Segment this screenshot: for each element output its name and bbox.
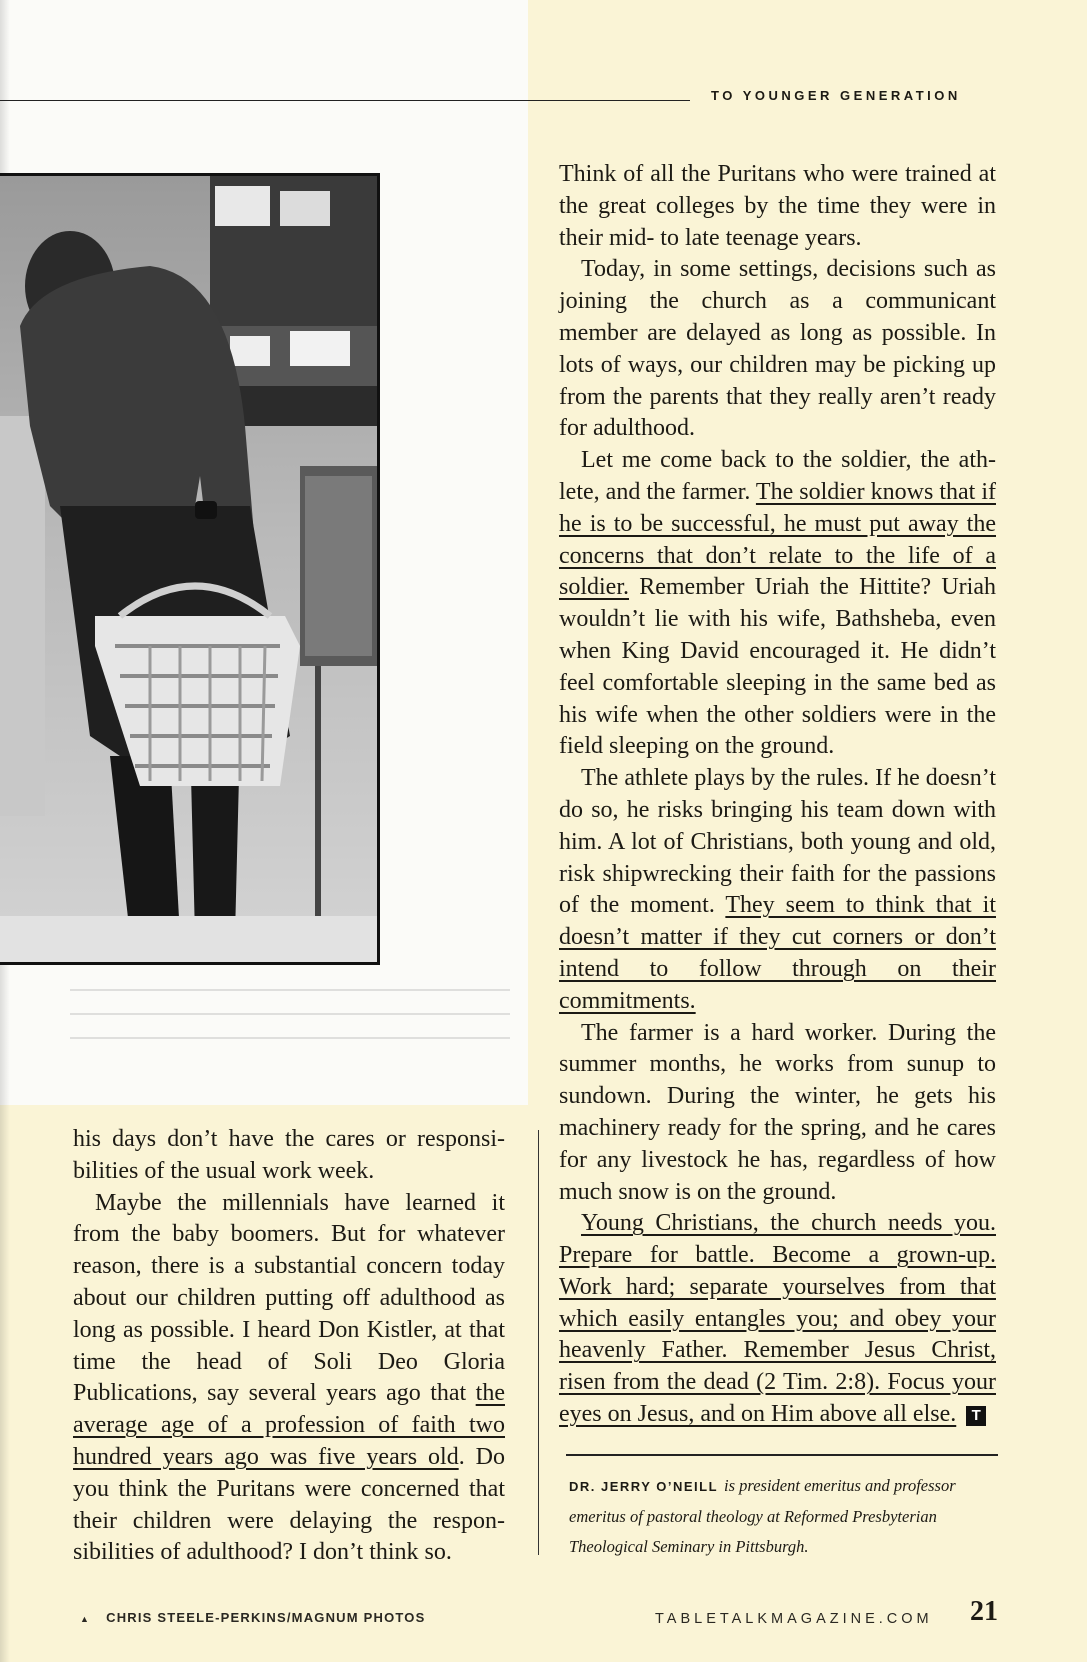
photo-credit	[80, 1610, 425, 1625]
author-bio-text: is president emeritus and professor emeritus of pastoral theology at Reformed Presbyterian Theological Seminary in Pittsburgh.	[569, 1476, 956, 1556]
article-photo	[0, 173, 380, 965]
right-paragraph-3-start: Let me come back to the soldier, the athlete, and the farmer.	[559, 447, 996, 505]
left-paragraph-1: his days don’t have the cares or responsibilities of the usual work week.	[73, 1126, 505, 1184]
section-label: TO YOUNGER GENERATION	[711, 88, 961, 103]
column-divider	[538, 1130, 539, 1555]
right-paragraph-3	[559, 445, 996, 763]
author-bio	[569, 1471, 1001, 1562]
underlined-passage-young-christians: Young Christians, the church needs you. Prepare for battle. Become a grown-up. Work hard; separate yourselves from that which easily entangles you; and obey your heavenly Father. Remember Jesus Christ, risen from the dead (2 Tim. 2:8). Focus your eyes on Jesus, and on Him above all else.	[559, 1210, 996, 1428]
right-paragraph-5: The farmer is a hard worker. During the summer months, he works from sunup to sundown. During the winter, he gets his machinery ready for the spring, and he cares for any livestock he has, regardless of how much snow is on the ground.	[559, 1019, 996, 1205]
header-rule	[0, 100, 690, 101]
left-paragraph-2-end: . Do you think the Puritans were concerned that their children were delaying the responsibilities of adulthood? I don’t think so.	[73, 1443, 505, 1566]
underlined-passage-soldier: The soldier knows that if he is to be successful, he must put away the concerns that don’t relate to the life of a soldier.	[559, 478, 996, 601]
photo-credit-text: CHRIS STEELE-PERKINS/MAGNUM PHOTOS	[106, 1610, 426, 1625]
right-paragraph-4-start: The athlete plays by the rules. If he doesn’t do so, he risks bringing his team down with him. A lot of Christians, both young and old, risk shipwrecking their faith for the passions of the moment.	[559, 765, 996, 919]
page-number: 21	[970, 1596, 998, 1627]
right-paragraph-1: Think of all the Puritans who were trained at the great colleges by the time they were in their mid- to late teenage years.	[559, 161, 996, 251]
left-column	[73, 1124, 505, 1569]
right-paragraph-2: Today, in some settings, decisions such as joining the church as a communicant member are delayed as long as possible. In lots of ways, our children may be picking up from the parents that they really aren’t ready for adulthood.	[559, 256, 996, 442]
end-of-article-icon: T	[966, 1406, 986, 1426]
left-paragraph-2-start: Maybe the millennials have learned it from the baby boomers. But for whatever reason, there is a substantial concern today about our children putting off adulthood as long as possible. I heard Don Kistler, at that time the head of Soli Deo Gloria Publications, say several years ago that	[73, 1189, 505, 1407]
right-paragraph-3-end: Remember Uriah the Hittite? Uriah wouldn’t lie with his wife, Bathsheba, even when King David encouraged it. He didn’t feel comfortable sleeping in the same bed as his wife when the other soldiers were in the field sleeping on the ground.	[559, 574, 996, 760]
footer-website: TABLETALKMAGAZINE.COM	[655, 1611, 933, 1627]
author-name: DR. JERRY O’NEILL	[569, 1479, 719, 1494]
photo-of-man-carrying-shopping-basket	[0, 176, 377, 965]
left-paragraph-2	[73, 1188, 505, 1570]
right-paragraph-6	[559, 1208, 996, 1431]
underlined-passage-athlete: They seem to think that it doesn’t matter if they cut corners or don’t intend to follow through on their commitments.	[559, 892, 996, 1014]
right-paragraph-4	[559, 763, 996, 1017]
right-column	[559, 159, 996, 1431]
bleed-through-text	[70, 980, 510, 1090]
bio-rule	[566, 1454, 998, 1456]
underlined-passage-profession-of-faith: the average age of a profession of faith two hundred years ago was five years old	[73, 1380, 505, 1470]
triangle-up-icon: ▲	[80, 1614, 91, 1624]
